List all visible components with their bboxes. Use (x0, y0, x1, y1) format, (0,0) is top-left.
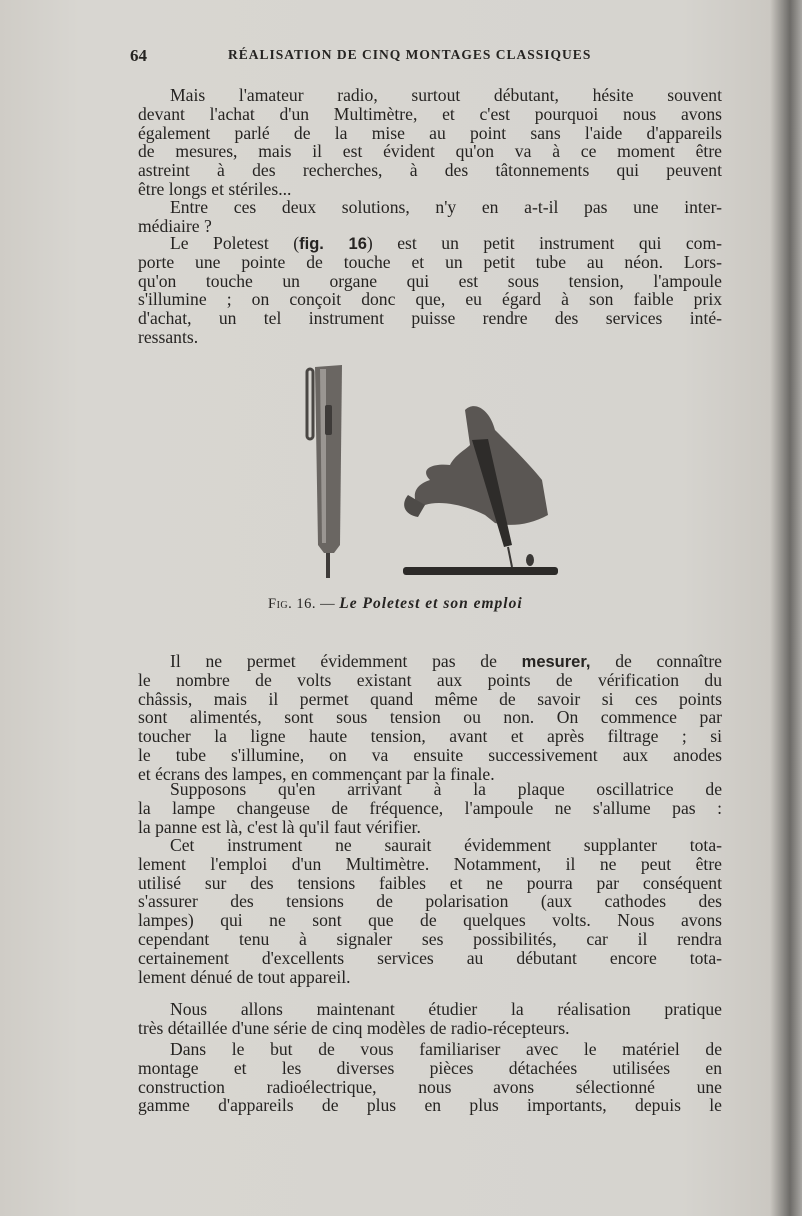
text-line: construction radioélectrique, nous avons sélectionné une (138, 1076, 722, 1097)
paragraph-3 (138, 234, 722, 347)
text-line: Nous allons maintenant étudier la réalisation pratique (170, 999, 722, 1019)
paragraph-1 (138, 86, 722, 199)
text-line: la panne est là, c'est là qu'il faut vérifier. (138, 816, 421, 837)
paragraph-6 (138, 836, 722, 986)
text-line: Supposons qu'en arrivant à la plaque oscillatrice de (170, 779, 722, 799)
text-segment: de connaître (590, 651, 722, 671)
page-number: 64 (130, 46, 147, 65)
text-line: Mais l'amateur radio, surtout débutant, hésite souvent (170, 85, 722, 105)
text-line: cependant tenu à signaler ses possibilités, car il rendra (138, 928, 722, 949)
text-line: châssis, mais il permet quand même de savoir si ces points (138, 688, 722, 709)
text-line: s'illumine ; on conçoit donc que, eu égard à son faible prix (138, 289, 722, 310)
bold-reference: mesurer, (521, 653, 591, 671)
text-line: médiaire ? (138, 215, 212, 236)
figure-poletest (290, 355, 590, 585)
text-segment: Le Poletest ( (170, 233, 300, 253)
text-line: toucher la ligne haute tension, avant et après filtrage ; si (138, 726, 722, 747)
running-title: RÉALISATION DE CINQ MONTAGES CLASSIQUES (228, 47, 592, 62)
text-line: porte une pointe de touche et un petit tube au néon. Lors- (138, 251, 722, 272)
text-line: également parlé de la mise au point sans l'aide d'appareils (138, 122, 722, 143)
text-line: montage et les diverses pièces détachées utilisées en (138, 1057, 722, 1078)
text-line: Dans le but de vous familiariser avec le matériel de (170, 1039, 722, 1059)
text-line: être longs et stériles... (138, 178, 292, 199)
paragraph-8 (138, 1040, 722, 1115)
paragraph-7 (138, 1000, 722, 1038)
text-segment: Il ne permet évidemment pas de (170, 651, 522, 671)
paragraph-4 (138, 652, 722, 784)
paragraph-5 (138, 780, 722, 836)
text-line: ressants. (138, 326, 199, 347)
text-line (138, 234, 722, 253)
text-line: qu'on touche un organe qui est sous tension, l'ampoule (138, 270, 722, 291)
bold-reference: fig. 16 (299, 235, 367, 253)
text-line: Cet instrument ne saurait évidemment supplanter tota- (170, 835, 722, 855)
text-segment: ) est un petit instrument qui com- (366, 233, 722, 253)
text-line: le nombre de volts existant aux points de vérification du (138, 669, 722, 690)
text-line: astreint à des recherches, à des tâtonnements qui peuvent (138, 160, 722, 181)
text-line: lement l'emploi d'un Multimètre. Notamment, il ne peut être (138, 853, 722, 874)
figure-title: Le Poletest et son emploi (339, 595, 523, 612)
text-line: sont alimentés, sont sous tension ou non. On commence par (138, 707, 722, 728)
text-line: devant l'achat d'un Multimètre, et c'est pourquoi nous avons (138, 103, 722, 124)
text-line: Entre ces deux solutions, n'y en a-t-il pas une inter- (170, 197, 722, 217)
running-header (130, 46, 722, 66)
poletest-pen-illustration (307, 365, 342, 578)
text-line: gamme d'appareils de plus en plus importants, depuis le (138, 1095, 722, 1116)
figure-label: Fig. 16. — (268, 596, 336, 612)
text-line: le tube s'illumine, on va ensuite successivement aux anodes (138, 744, 722, 765)
text-line: et écrans des lampes, en commençant par la finale. (138, 763, 495, 784)
text-line: certainement d'excellents services au débutant encore tota- (138, 947, 722, 968)
text-line: lement dénué de tout appareil. (138, 966, 351, 987)
text-line: la lampe changeuse de fréquence, l'ampoule ne s'allume pas : (138, 797, 722, 818)
paragraph-2 (138, 198, 722, 236)
text-line: de mesures, mais il est évident qu'on va à ce moment être (138, 141, 722, 162)
text-line (138, 652, 722, 671)
text-line: d'achat, un tel instrument puisse rendre des services inté- (138, 308, 722, 329)
text-line: très détaillée d'une série de cinq modèles de radio-récepteurs. (138, 1017, 570, 1038)
hand-using-poletest-illustration (403, 406, 558, 575)
text-line: utilisé sur des tensions faibles et ne pourra par conséquent (138, 872, 722, 893)
figure-caption (268, 595, 588, 613)
text-line: lampes) qui ne sont que de quelques volts. Nous avons (138, 910, 722, 931)
text-line: s'assurer des tensions de polarisation (aux cathodes des (138, 891, 722, 912)
